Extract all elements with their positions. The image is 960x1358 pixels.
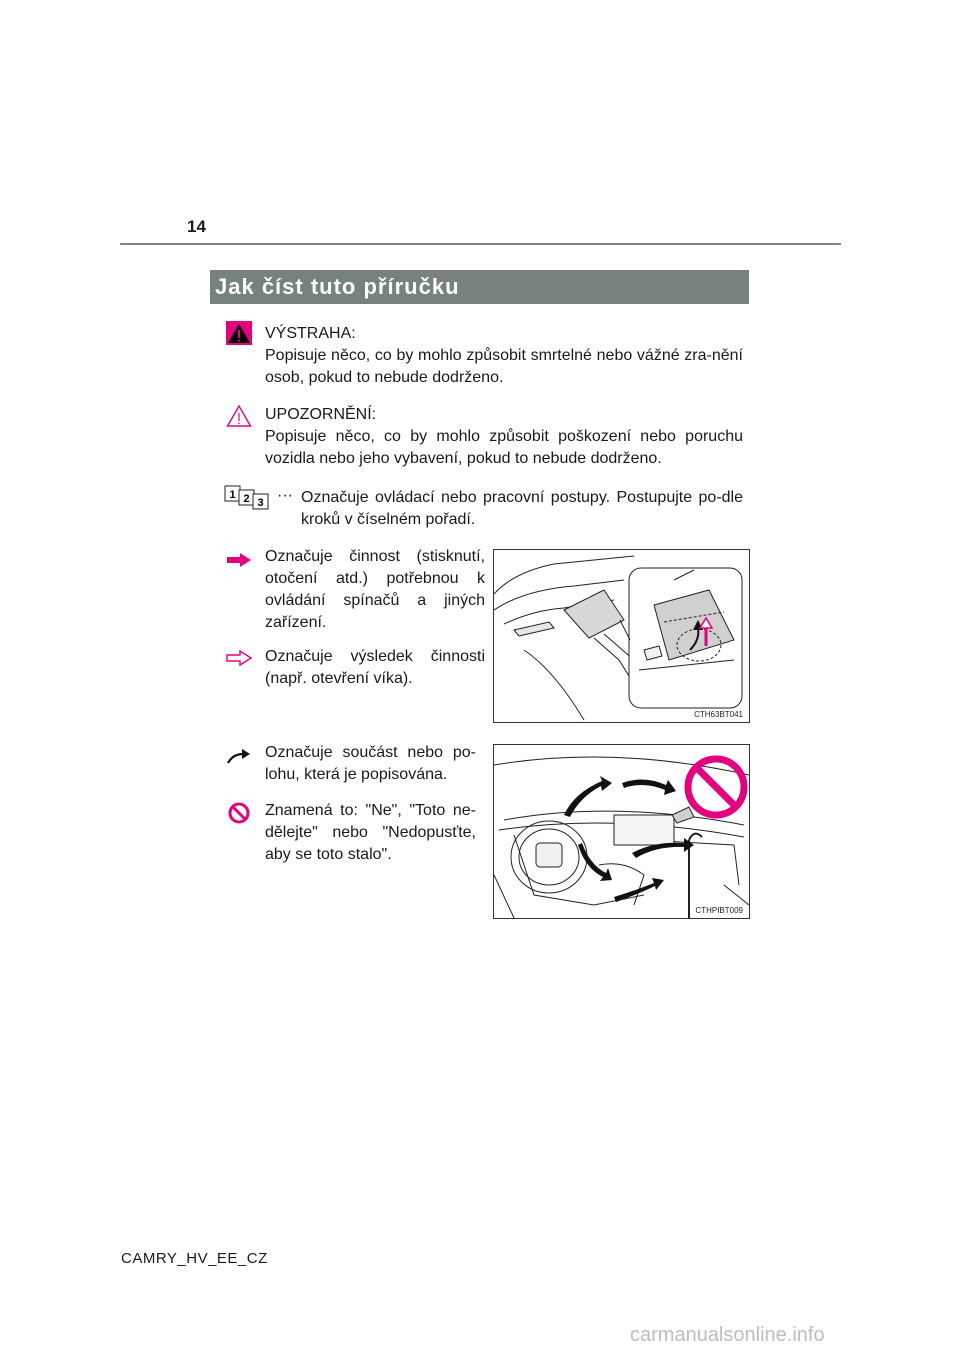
notice-description: Popisuje něco, co by mohlo způsobit poškození nebo poruchu vozidla nebo jeho vybavení, pokud to nebude dodrženo. <box>265 428 743 467</box>
figure-dashboard <box>493 744 750 919</box>
warning-description: Popisuje něco, co by mohlo způsobit smrtelné nebo vážné zra-nění osob, pokud to nebude dodrženo. <box>265 347 743 386</box>
section-header-bar <box>210 270 749 304</box>
document-code: CAMRY_HV_EE_CZ <box>121 1250 268 1267</box>
watermark: carmanualsonline.info <box>630 1324 825 1346</box>
result-description: Označuje výsledek činnosti (např. otevření víka). <box>265 648 485 687</box>
warning-label: VÝSTRAHA: <box>265 325 356 342</box>
dashboard-illustration <box>494 745 749 918</box>
warning-triangle-filled-icon <box>226 321 252 345</box>
figure-code: CTH63BT041 <box>694 710 743 719</box>
figure-code: CTHPIBT009 <box>695 906 743 915</box>
prohibited-circle-icon <box>228 802 250 824</box>
component-description: Označuje součást nebo po-lohu, která je popisována. <box>265 744 476 783</box>
notice-label: UPOZORNĚNÍ: <box>265 406 377 423</box>
step-number-2: 2 <box>243 493 250 505</box>
overhead-console-illustration <box>494 550 749 722</box>
arrow-outline-icon <box>226 650 252 666</box>
step-number-3: 3 <box>257 497 264 509</box>
step-dots: ··· <box>277 487 293 504</box>
page-number: 14 <box>187 217 206 236</box>
section-title: Jak číst tuto příručku <box>215 274 460 299</box>
figure-overhead-console <box>493 549 750 723</box>
arrow-filled-icon <box>226 552 252 568</box>
warning-triangle-outline-icon <box>226 404 252 428</box>
action-description: Označuje činnost (stisknutí, otočení atd.) potřebnou k ovládání spínačů a jiných zařízení. <box>265 548 485 631</box>
curved-pointer-arrow-icon <box>227 749 251 765</box>
header-rule <box>120 243 841 245</box>
prohibited-description: Znamená to: "Ne", "Toto ne-dělejte" nebo "Nedopusťte, aby se toto stalo". <box>265 802 476 863</box>
step-numbers-icon <box>224 485 274 511</box>
steps-description: Označuje ovládací nebo pracovní postupy. Postupujte po-dle kroků v číselném pořadí. <box>301 489 743 528</box>
step-number-1: 1 <box>229 489 236 501</box>
